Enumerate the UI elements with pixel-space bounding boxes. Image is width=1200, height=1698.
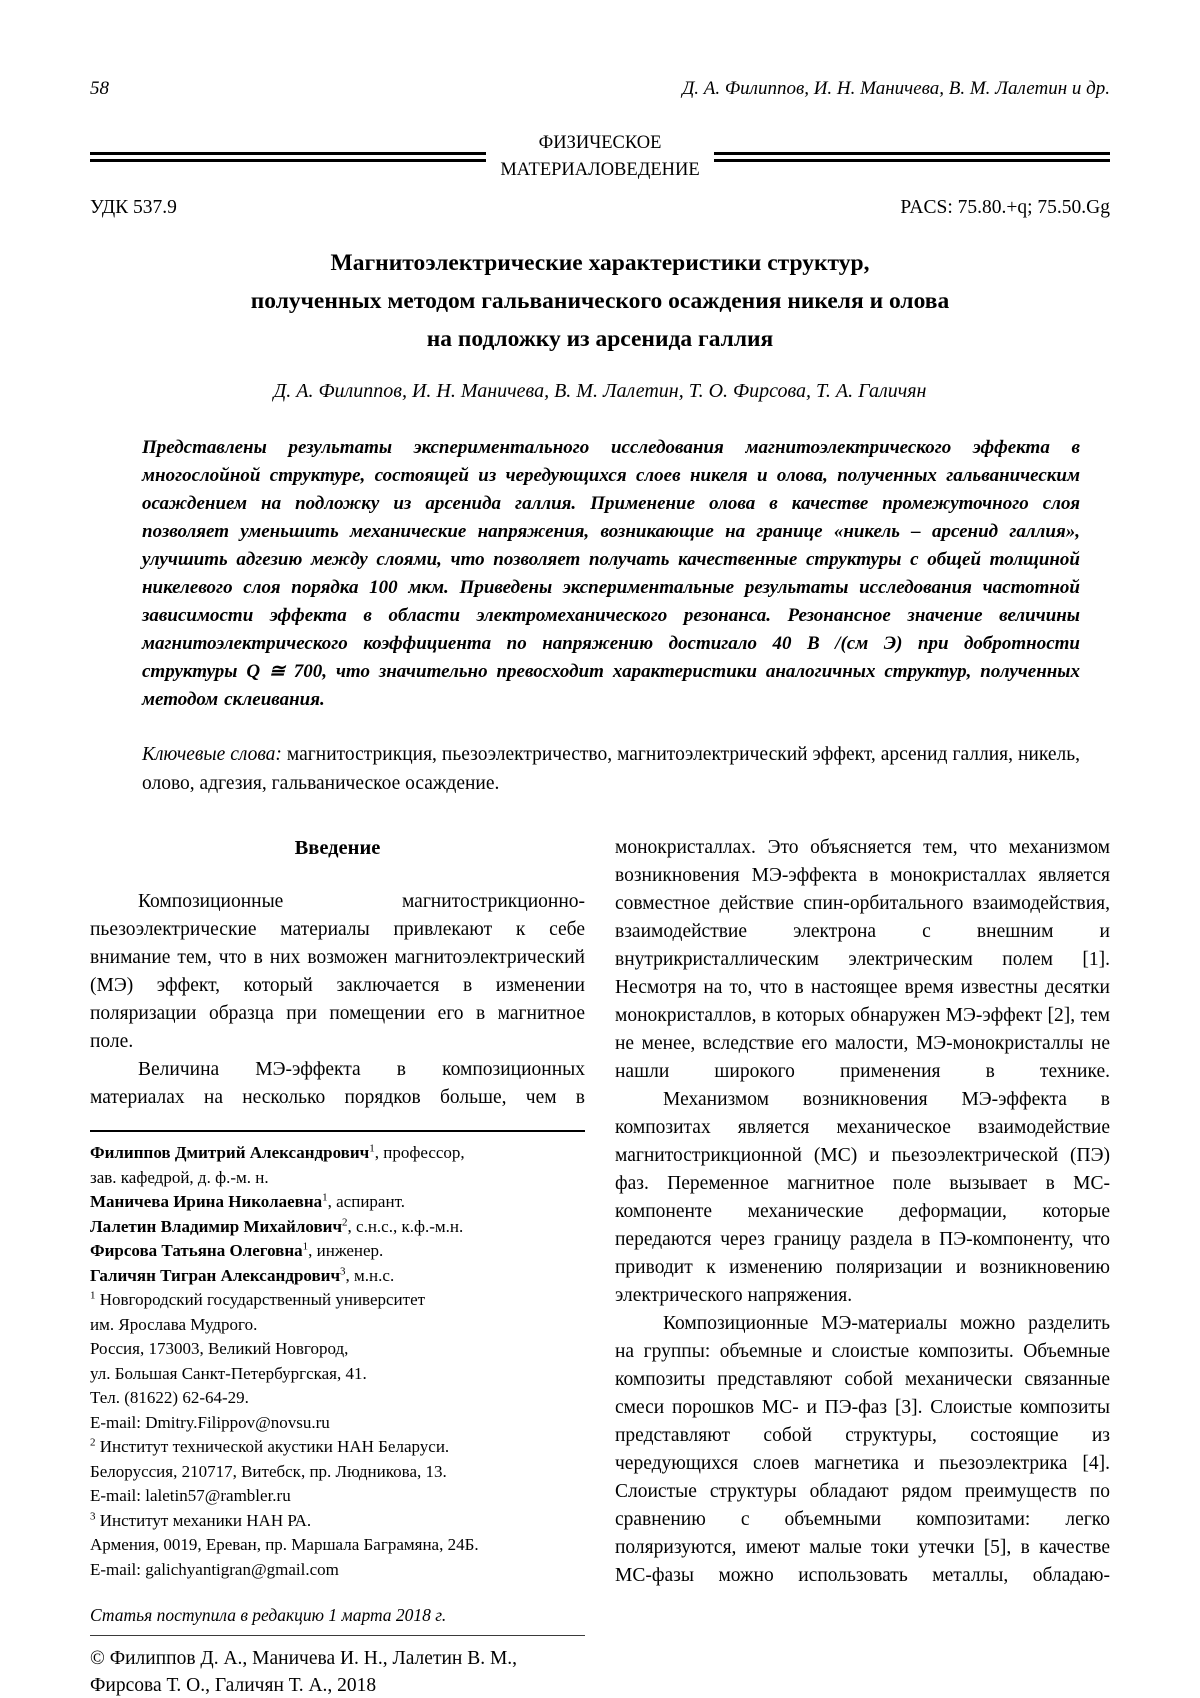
footnote-line [90,1215,585,1240]
footnote-text: им. Ярослава Мудрого. [90,1314,258,1334]
running-head [90,78,1110,100]
article-title-line2: полученных методом гальванического осаждения никеля и олова [250,288,950,314]
footnote-superscript: 1 [322,1191,328,1204]
footnote-line [90,1166,585,1191]
footnote-line [90,1533,585,1558]
footnote-line [90,1460,585,1485]
article-title [90,244,1110,358]
footnote-line [90,1411,585,1436]
footnote-author-name: Филиппов Дмитрий Александрович [90,1143,370,1162]
footnote-text: Россия, 173003, Великий Новгород, [90,1339,349,1358]
double-rule-left [90,152,486,162]
footnote-text: , м.н.с. [345,1265,395,1285]
section-banner [90,130,1110,184]
intro-paragraph-1: Композиционные магнитострикционно-пьезоэлектрические материалы привлекают к себе внимание тем, что в них возможен магнитоэлектрический (МЭ) эффект, который заключается в изменении поляризации образца при помещении его в магнитное поле. [90,891,585,1052]
footnote-text: , с.н.с., к.ф.-м.н. [347,1216,464,1236]
footnote-text: Армения, 0019, Ереван, пр. Маршала Баграмяна, 24Б. [90,1535,479,1554]
keywords-text: магнитострикция, пьезоэлектричество, магнитоэлектрический эффект, арсенид галлия, никель, олово, адгезия, гальваническое осаждение. [142,744,1081,794]
abstract: Представлены результаты экспериментального исследования магнитоэлектрического эффекта в многослойной структуре, состоящей из чередующихся слоев никеля и олова, полученных гальваническим осаждением на подложку из арсенида галлия. Применение олова в качестве промежуточного слоя позволяет уменьшить механические напряжения, возникающие на границе «никель – арсенид галлия», улучшить адгезию между слоями, что позволяет получать качественные структуры с общей толщиной никелевого слоя порядка 100 мкм. Приведены экспериментальные результаты исследования частотной зависимости эффекта в области электромеханического резонанса. Резонансное значение величины магнитоэлектрического коэффициента по напряжению достигало 40 В /(см Э) при добротности структуры Q ≅ 700, что значительно превосходит характеристики аналогичных структур, полученных методом склеивания. [142,437,1080,710]
copyright-line: © Филиппов Д. А., Маничева И. Н., Лалетин В. М., Фирсова Т. О., Галичян Т. А., 2018 [90,1648,518,1696]
footnote-text: Белоруссия, 210717, Витебск, пр. Людникова, 13. [90,1461,447,1481]
footnote-line [90,1435,585,1460]
footnote-line [90,1190,585,1215]
article-title-line1: Магнитоэлектрические характеристики структур, [330,250,870,276]
section-name-line1: ФИЗИЧЕСКОЕ [538,133,662,153]
introduction-heading: Введение [294,837,381,859]
footnote-text: Институт механики НАН РА. [95,1510,312,1530]
footnote-superscript: 2 [90,1436,96,1449]
footnote-line [90,1337,585,1362]
keywords [142,740,1080,798]
page-number: 58 [90,78,109,99]
footnote-text: Тел. (81622) 62-64-29. [90,1388,249,1407]
footnote-text: E-mail: galichyantigran@gmail.com [90,1559,339,1579]
footnote-line [90,1264,585,1289]
footnote-text: , аспирант. [327,1192,405,1211]
body-paragraph-1: монокристаллах. Это объясняется тем, что механизмом возникновения МЭ-эффекта в монокристаллах является совместное действие спин-орбитального взаимодействия, взаимодействие электрона с внешним и внутрикристаллическим электрическим полем [1]. Несмотря на то, что в настоящее время известны десятки монокристаллов, в которых обнаружен МЭ-эффект [2], тем не менее, вследствие его малости, МЭ-монокристаллы не нашли широкого применения в технике. [615,837,1110,1082]
footnote-superscript: 1 [302,1240,309,1253]
footnote-text: , профессор, [374,1143,465,1162]
copyright-rule [90,1635,585,1636]
footnote-text: E-mail: Dmitry.Filippov@novsu.ru [90,1412,330,1432]
footnote-line [90,1288,585,1313]
footnote-line [90,1509,585,1534]
footnote-text: E-mail: laletin57@rambler.ru [90,1486,291,1505]
pacs-code: PACS: 75.80.+q; 75.50.Gg [900,197,1110,218]
body-paragraph-2: Механизмом возникновения МЭ-эффекта в композитах является механическое взаимодействие магнитострикционной (МС) и пьезоэлектрической (ПЭ) фаз. Переменное магнитное поле вызывает в МС-компоненте механические деформации, которые передаются через границу раздела в ПЭ-компоненту, что приводит к изменению поляризации и возникновению электрического напряжения. [615,1089,1110,1306]
footnote-superscript: 3 [90,1509,96,1522]
right-column [615,834,1110,1698]
footnote-text: , инженер. [308,1241,384,1260]
intro-paragraph-2: Величина МЭ-эффекта в композиционных материалах на несколько порядков больше, чем в [90,1059,585,1108]
section-name-line2: МАТЕРИАЛОВЕДЕНИЕ [500,160,700,180]
authors-line: Д. А. Филиппов, И. Н. Маничева, В. М. Лалетин, Т. О. Фирсова, Т. А. Галичян [273,380,927,402]
footnote-text: зав. кафедрой, д. ф.-м. н. [90,1167,269,1187]
section-name [500,130,699,184]
footnote-text: ул. Большая Санкт-Петербургская, 41. [90,1363,367,1383]
footnote-author-name: Маничева Ирина Николаевна [90,1192,323,1211]
footnote-text: Институт технической акустики НАН Беларуси. [95,1437,450,1456]
footnote-line [90,1386,585,1411]
footnote-superscript: 2 [342,1215,348,1228]
left-column [90,834,585,1698]
footnote-line [90,1239,585,1264]
received-date-line: Статья поступила в редакцию 1 марта 2018 г. [90,1605,447,1625]
footnote-line [90,1362,585,1387]
footnote-line [90,1313,585,1338]
footnote-text: Новгородский государственный университет [95,1290,426,1309]
footnote-superscript: 1 [90,1289,96,1302]
footnote-line [90,1141,585,1166]
keywords-label: Ключевые слова: [142,744,282,765]
article-title-line3: на подложку из арсенида галлия [426,326,774,352]
body-paragraph-3: Композиционные МЭ-материалы можно разделить на группы: объемные и слоистые композиты. Объемные композиты представляют собой механически связанные смеси порошков МС- и ПЭ-фаз [3]. Слоистые композиты представляют собой структуры, состоящие из чередующихся слоев магнетика и пьезоэлектрика [4]. Слоистые структуры обладают рядом преимуществ по сравнению с объемными композитами: легко поляризуются, имеют малые токи утечки [5], в качестве МС-фазы можно использовать металлы, обладаю- [615,1313,1110,1586]
double-rule-right [714,152,1110,162]
footnote-author-name: Фирсова Татьяна Олеговна [90,1241,303,1260]
footnote-line [90,1558,585,1583]
footnote-author-name: Галичян Тигран Александрович [90,1265,341,1285]
footnote-superscript: 1 [369,1142,375,1155]
udk-code: УДК 537.9 [90,197,177,218]
two-column-body [90,834,1110,1698]
running-title: Д. А. Филиппов, И. Н. Маничева, В. М. Лалетин и др. [682,78,1110,99]
classification-codes [90,196,1110,220]
footnote-line [90,1484,585,1509]
footnote-author-name: Лалетин Владимир Михайлович [90,1216,343,1236]
author-footnote [90,1130,585,1582]
footnote-superscript: 3 [340,1264,346,1277]
